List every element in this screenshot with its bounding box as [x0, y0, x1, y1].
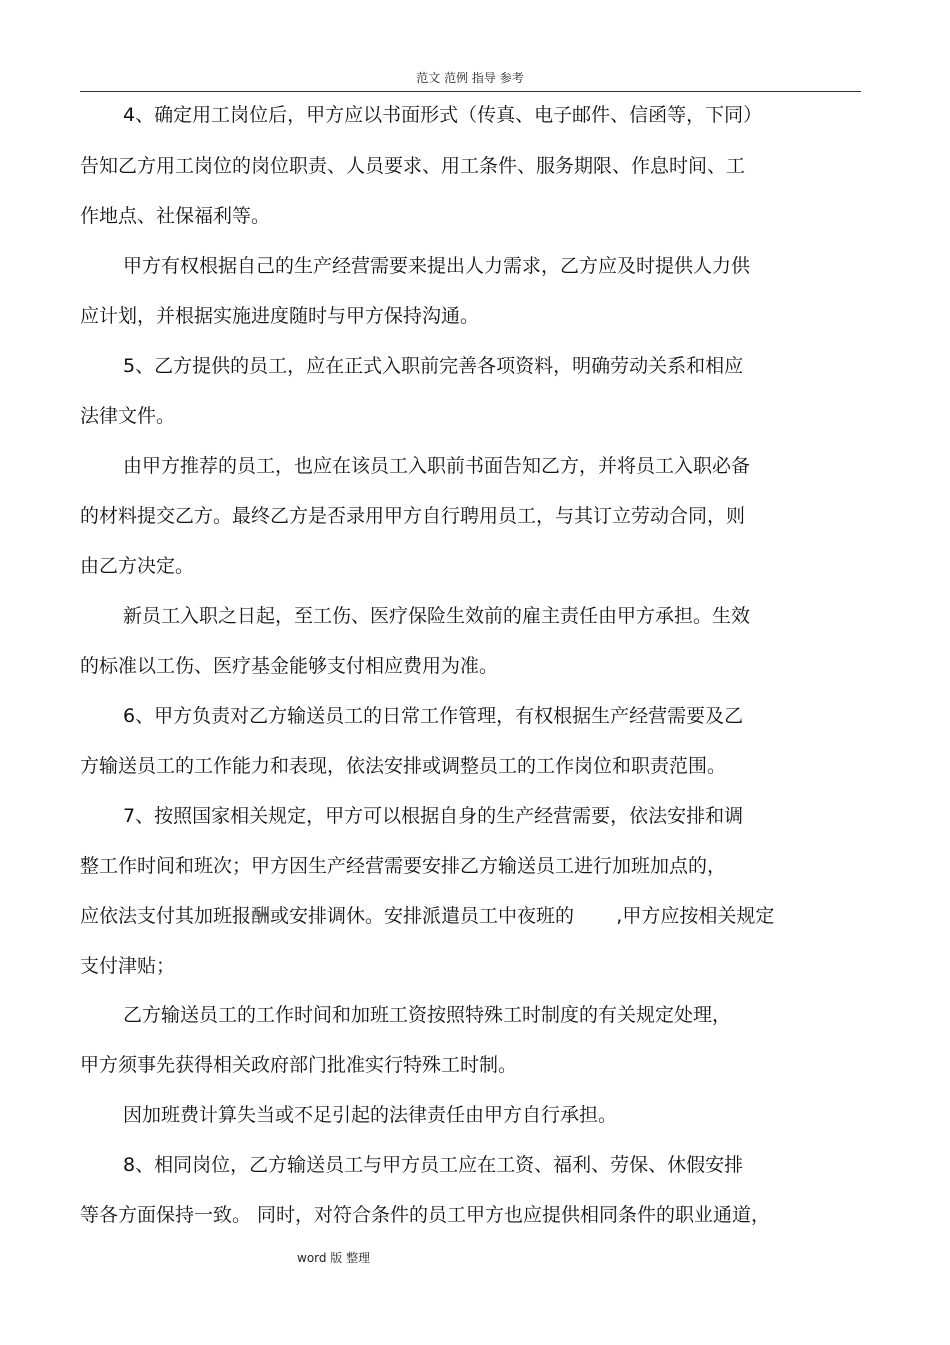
page-header: 范文 范例 指导 参考	[416, 71, 524, 85]
text-line: 由甲方推荐的员工，也应在该员工入职前书面告知乙方，并将员工入职必备	[123, 455, 751, 477]
text-line: 应依法支付其加班报酬或安排调休。安排派遣员工中夜班的 ,甲方应按相关规定	[80, 905, 775, 927]
text-line: 甲方有权根据自己的生产经营需要来提出人力需求，乙方应及时提供人力供	[123, 255, 751, 277]
text-line: 甲方须事先获得相关政府部门批准实行特殊工时制。	[80, 1054, 518, 1076]
page-footer: word 版 整理	[297, 1251, 371, 1265]
text-line: 支付津贴；	[80, 955, 176, 977]
text-line: 方输送员工的工作能力和表现，依法安排或调整员工的工作岗位和职责范围。	[80, 755, 727, 777]
text-line: 4、确定用工岗位后，甲方应以书面形式（传真、电子邮件、信函等，下同）	[123, 104, 763, 126]
text-line: 5、乙方提供的员工，应在正式入职前完善各项资料，明确劳动关系和相应	[123, 355, 744, 377]
text-line: 乙方输送员工的工作时间和加班工资按照特殊工时制度的有关规定处理，	[123, 1004, 732, 1026]
text-line: 应计划，并根据实施进度随时与甲方保持沟通。	[80, 305, 480, 327]
text-line: 7、按照国家相关规定，甲方可以根据自身的生产经营需要，依法安排和调	[123, 805, 744, 827]
text-line: 的材料提交乙方。最终乙方是否录用甲方自行聘用员工，与其订立劳动合同，则	[80, 505, 746, 527]
text-line: 新员工入职之日起，至工伤、医疗保险生效前的雇主责任由甲方承担。生效	[123, 605, 751, 627]
text-line: 的标准以工伤、医疗基金能够支付相应费用为准。	[80, 655, 499, 677]
text-line: 法律文件。	[80, 405, 176, 427]
text-line: 整工作时间和班次；甲方因生产经营需要安排乙方输送员工进行加班加点的，	[80, 855, 727, 877]
text-line: 6、甲方负责对乙方输送员工的日常工作管理，有权根据生产经营需要及乙	[123, 705, 744, 727]
text-line: 8、相同岗位，乙方输送员工与甲方员工应在工资、福利、劳保、休假安排	[123, 1154, 744, 1176]
text-line: 因加班费计算失当或不足引起的法律责任由甲方自行承担。	[123, 1104, 618, 1126]
text-line: 作地点、社保福利等。	[80, 205, 271, 227]
text-line: 等各方面保持一致。 同时，对符合条件的员工甲方也应提供相同条件的职业通道，	[80, 1204, 771, 1226]
text-line: 由乙方决定。	[80, 555, 195, 577]
header-divider	[80, 91, 861, 92]
text-line: 告知乙方用工岗位的岗位职责、人员要求、用工条件、服务期限、作息时间、工	[80, 155, 746, 177]
